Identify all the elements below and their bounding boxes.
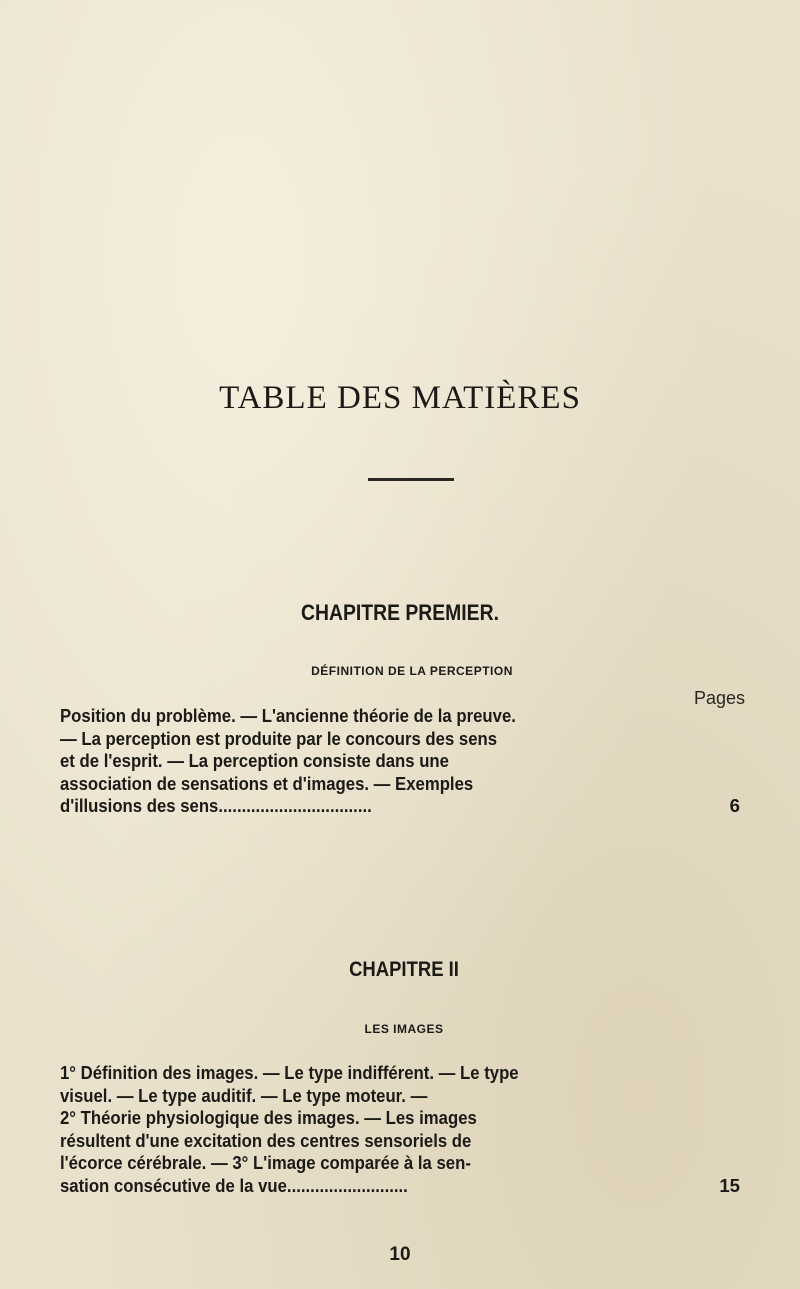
toc-line: l'écorce cérébrale. — 3° L'image comparée à la sen-: [60, 1152, 471, 1173]
toc-entry-chapter-1: [60, 705, 740, 818]
chapter-1-subtitle: DÉFINITION DE LA PERCEPTION: [311, 664, 513, 678]
toc-line: et de l'esprit. — La perception consiste dans une: [60, 750, 449, 771]
toc-line: 2° Théorie physiologique des images. — Les images: [60, 1107, 477, 1128]
toc-line: sation consécutive de la vue..........................: [60, 1174, 408, 1196]
title-divider: [368, 478, 454, 481]
toc-line: d'illusions des sens.................................: [60, 795, 372, 816]
toc-line: 1° Définition des images. — Le type indifférent. — Le type: [60, 1062, 519, 1083]
toc-line: visuel. — Le type auditif. — Le type moteur. —: [60, 1084, 428, 1106]
toc-page-number: 6: [729, 795, 740, 816]
toc-last-line: [60, 795, 740, 818]
toc-line: association de sensations et d'images. — Exemples: [60, 772, 474, 794]
toc-entry-chapter-2: [60, 1062, 740, 1197]
toc-line: Position du problème. — L'ancienne théorie de la preuve.: [60, 705, 516, 726]
toc-line: — La perception est produite par le concours des sens: [60, 727, 498, 749]
page-number: 10: [389, 1244, 411, 1265]
toc-page-number: 15: [719, 1174, 740, 1196]
chapter-1-heading: CHAPITRE PREMIER.: [301, 600, 499, 625]
pages-column-label: Pages: [694, 688, 746, 708]
chapter-2-heading: CHAPITRE II: [349, 958, 459, 981]
toc-last-line: [60, 1175, 740, 1198]
chapter-2-subtitle: LES IMAGES: [364, 1022, 444, 1036]
toc-line: résultent d'une excitation des centres sensoriels de: [60, 1129, 472, 1151]
page-title: TABLE DES MATIÈRES: [219, 380, 581, 416]
